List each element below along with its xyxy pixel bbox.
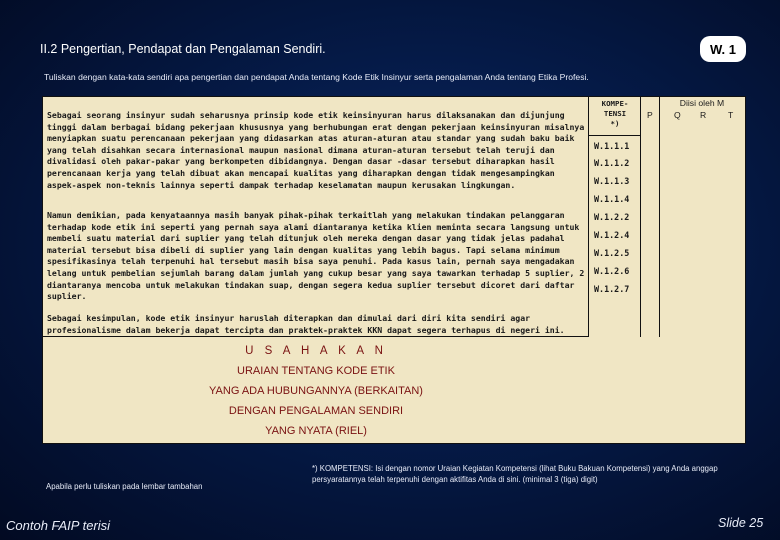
evaluation-column — [641, 97, 747, 337]
evaluation-header: Diisi oleh M — [679, 98, 725, 108]
eval-label-p: P — [647, 110, 653, 120]
kompetensi-item: W.1.2.4 — [594, 230, 630, 240]
instruction-line: URAIAN TENTANG KODE ETIK — [237, 365, 395, 377]
instruction-heading: U S A H A K A N — [245, 345, 387, 357]
paragraph-1: Sebagai seorang insinyur sudah seharusnya prinsip kode etik keinsinyuran harus dilaksanakan dan dijunjung tinggi dalam berbagai bidang pekerjaan khususnya yang berhubungan erat dengan pekerjaan keinsinyuran misalnya menyiapkan suatu perencanaan pekerjaan yang didasarkan atas aturan-aturan atau standar yang sudah baku baik yang telah disahkan secara internasional maupun nasional dimana aturan-aturan tersebut telah teruji dan divalidasi oleh pakar-pakar yang berkompeten dibidangnya. Dengan dasar -dasar tersebut diharapkan hasil perencanaan kerja yang telah dibuat akan mencapai kualitas yang diharapkan dengan tidak mengesampingkan aspek-aspek non-teknis lainnya seperti dampak terhadap keselamatan maupun kerusakan lingkungan. — [47, 110, 585, 190]
eval-label-q: Q — [674, 110, 681, 120]
form-panel — [42, 96, 746, 444]
eval-label-t: T — [728, 110, 734, 120]
kompetensi-column — [589, 97, 641, 337]
instruction-line: DENGAN PENGALAMAN SENDIRI — [228, 405, 404, 417]
kompetensi-item: W.1.1.2 — [594, 158, 630, 168]
instruction-line: YANG NYATA (RIEL) — [265, 425, 367, 437]
kompetensi-item: W.1.2.6 — [594, 266, 630, 276]
eval-label-r: R — [700, 110, 707, 120]
instruction-text: Tuliskan dengan kata-kata sendiri apa pengertian dan pendapat Anda tentang Kode Etik Insinyur serta pengalaman Anda tentang Etika Profesi. — [44, 72, 589, 82]
kompetensi-item: W.1.2.5 — [594, 248, 630, 258]
extra-sheet-note: Apabila perlu tuliskan pada lembar tambahan — [46, 482, 203, 491]
kompetensi-header: KOMPE- TENSI *) — [601, 99, 629, 128]
kompetensi-item: W.1.2.7 — [594, 284, 630, 294]
kompetensi-item: W.1.2.2 — [594, 212, 630, 222]
slide-number: Slide 25 — [718, 516, 764, 530]
paragraph-3: Sebagai kesimpulan, kode etik insinyur haruslah diterapkan dan dimulai dari diri kita sendiri agar profesionalisme dalam bekerja dapat tercipta dan praktek-praktek KKN dapat segera terhapus di negeri ini. — [47, 313, 565, 335]
section-title: II.2 Pengertian, Pendapat dan Pengalaman Sendiri. — [40, 42, 326, 56]
kompetensi-item: W.1.1.1 — [594, 141, 630, 151]
column-divider — [589, 135, 641, 136]
form-code-badge: W. 1 — [700, 36, 746, 62]
paragraph-2: Namun demikian, pada kenyataannya masih banyak pihak-pihak terkaitlah yang melakukan tindakan pelanggaran terhadap kode etik ini seperti yang pernah saya alami diantaranya ketika klien meminta secara langsung untuk membeli suatu material dari suplier yang telah ditunjuk oleh mereka dengan dasar yang tidak jelas padahal material tersebut bisa dibeli di suplier yang lain dengan kualitas yang lebih bagus. Tapi selama minimum spesifikasinya telah terpenuhi hal tersebut masih bisa saya penuhi. Pada kasus lain, pernah saya mengadakan lelang untuk pembelian sejumlah barang dalam jumlah yang cukup besar yang saya tawarkan terhadap 5 suplier, 2 diantaranya mencoba untuk melakukan tindakan suap, dengan segera kedua suplier tersebut dicoret dari daftar suplier. — [47, 210, 585, 302]
kompetensi-item: W.1.1.4 — [594, 194, 630, 204]
instruction-line: YANG ADA HUBUNGANNYA (BERKAITAN) — [209, 385, 423, 397]
kompetensi-footnote: *) KOMPETENSI: Isi dengan nomor Uraian Kegiatan Kompetensi (lihat Buku Bakuan Kompetensi) yang Anda anggap persyaratannya telah terpenuhi dengan aktifitas Anda di sini. (minimal 3 (tiga) digit) — [312, 464, 718, 484]
footer-caption: Contoh FAIP terisi — [6, 518, 111, 533]
kompetensi-item: W.1.1.3 — [594, 176, 630, 186]
column-divider — [659, 97, 660, 337]
narrative-area — [43, 97, 589, 337]
